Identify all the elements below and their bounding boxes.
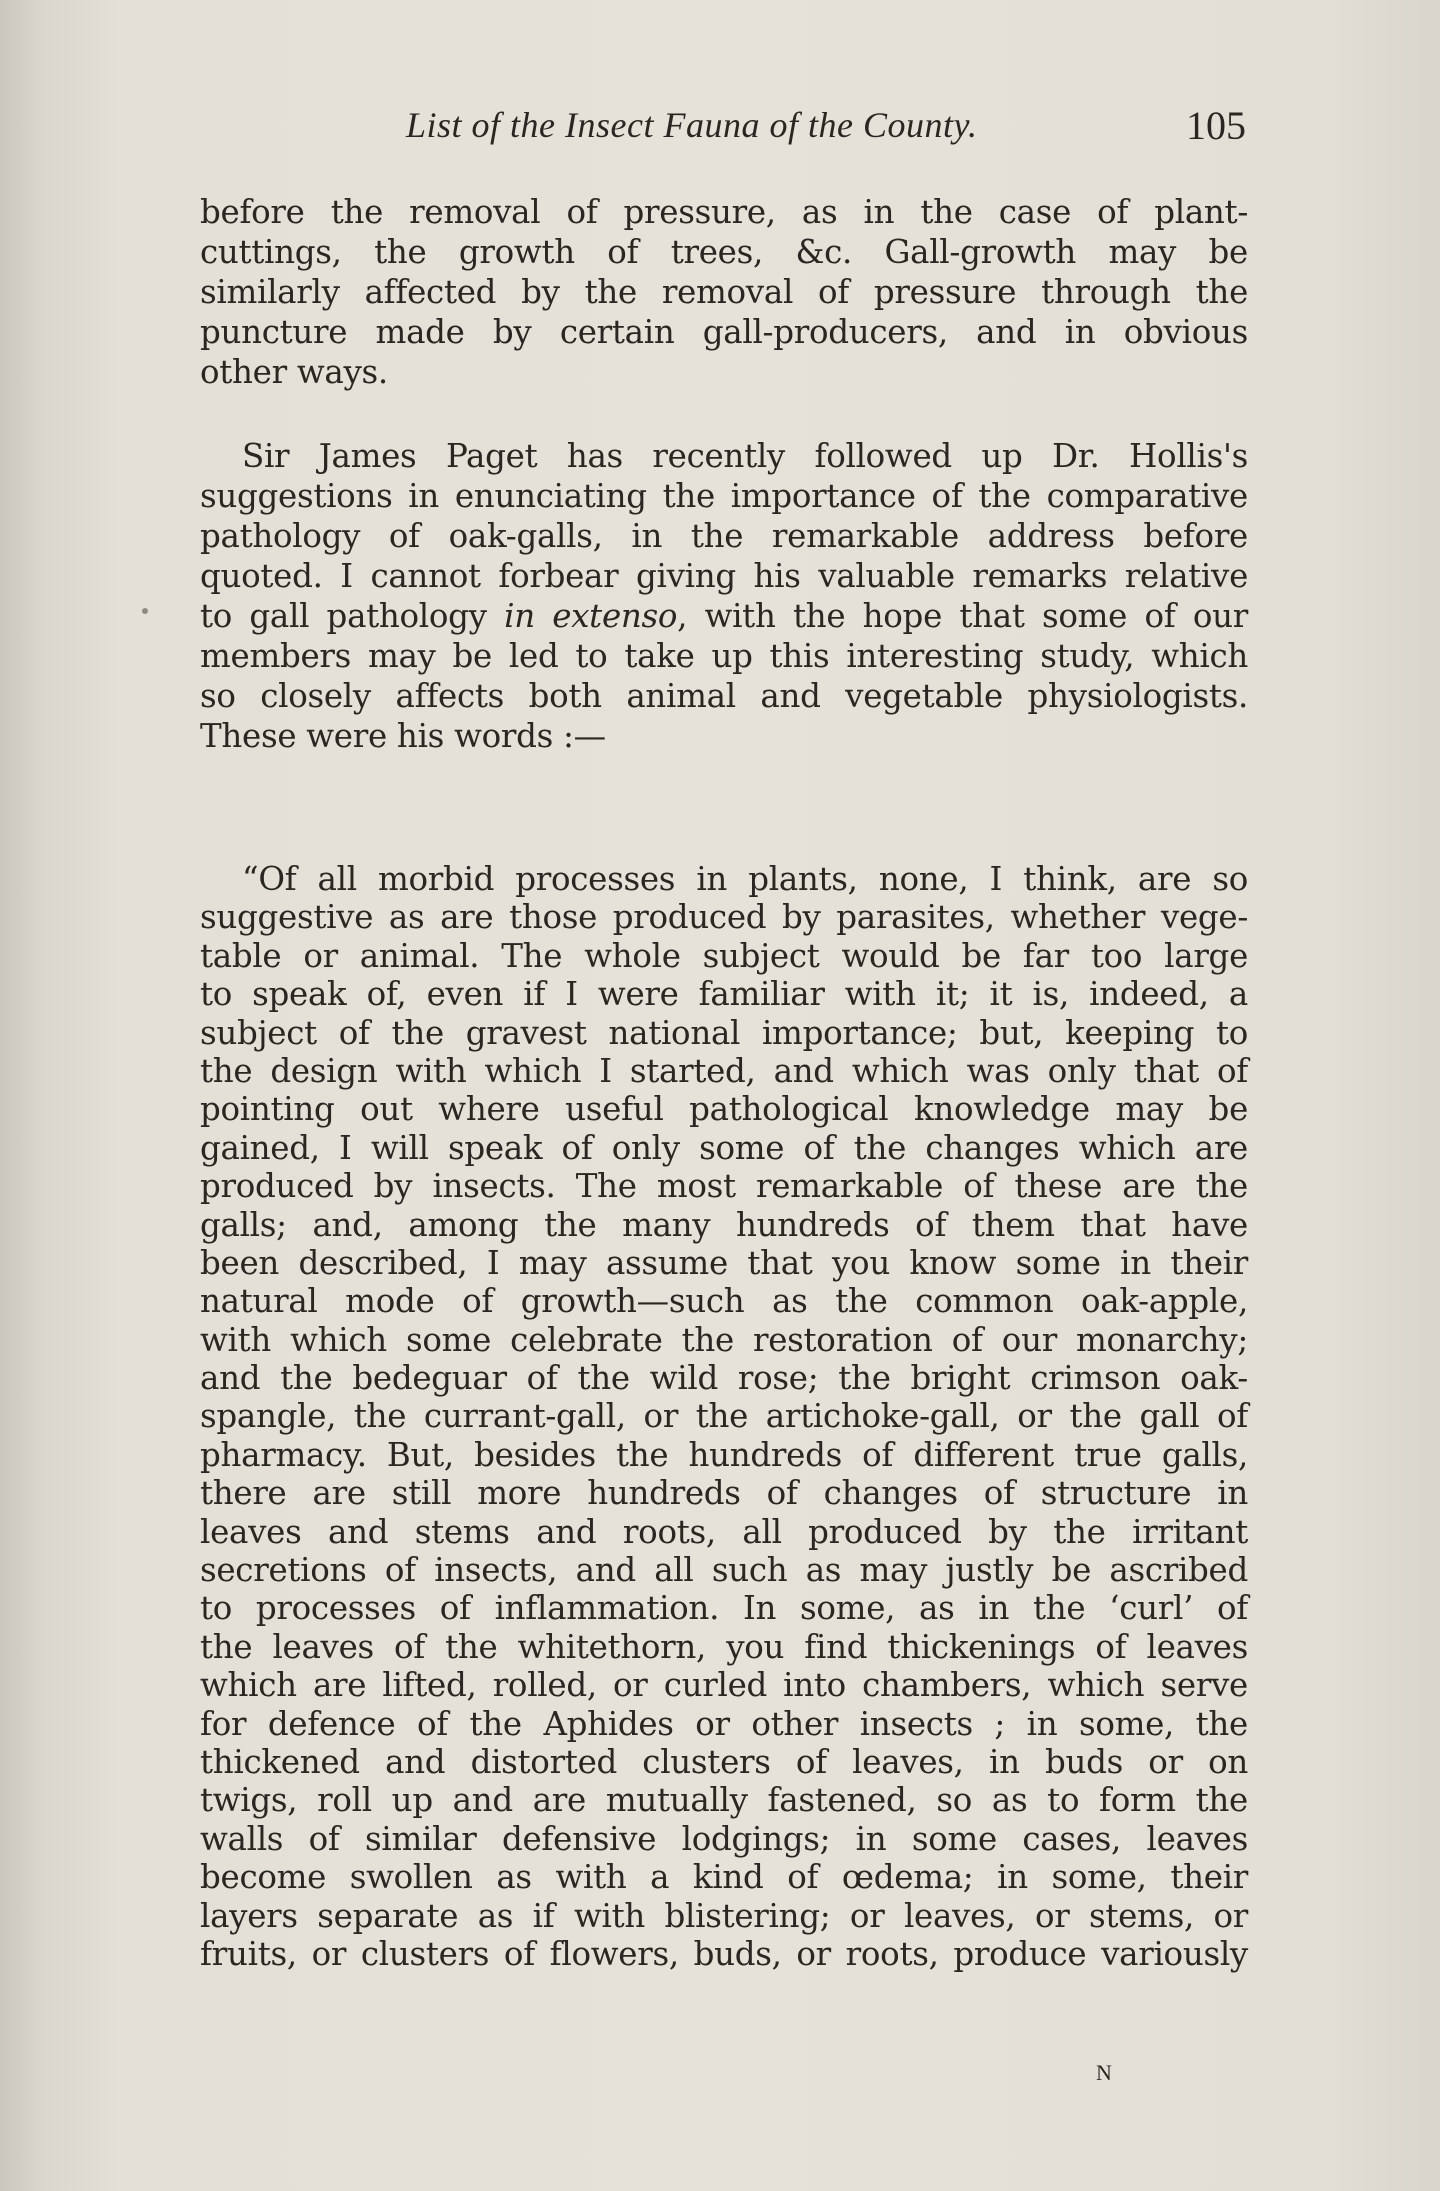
text-line: similarly affected by the removal of pressure through the: [200, 273, 1248, 311]
text-line: pharmacy. But, besides the hundreds of different true galls,: [200, 1435, 1248, 1474]
text-line: Sir James Paget has recently followed up Dr. Hollis's: [242, 437, 1248, 475]
text-line: been described, I may assume that you know some in their: [200, 1243, 1248, 1282]
page-number: 105: [1186, 103, 1246, 148]
text-line: which are lifted, rolled, or curled into chambers, which serve: [200, 1666, 1248, 1705]
paragraph-1: [200, 192, 1248, 392]
text-line: fruits, or clusters of flowers, buds, or roots, produce variously: [200, 1934, 1248, 1973]
text-line: pointing out where useful pathological knowledge may be: [200, 1090, 1248, 1129]
text-line: These were his words :—: [200, 717, 606, 755]
quotation-paragraph: [200, 860, 1248, 1973]
text-line: other ways.: [200, 353, 388, 391]
page-header: [0, 104, 1440, 154]
text-line: the design with which I started, and which was only that of: [200, 1051, 1248, 1090]
text-segment: , with the hope that some of our: [677, 597, 1248, 635]
text-line: cuttings, the growth of trees, &c. Gall-growth may be: [200, 233, 1248, 271]
text-line: to processes of inflammation. In some, as in the ‘curl’ of: [200, 1589, 1248, 1628]
text-line-with-italic: [200, 596, 1248, 636]
text-line: subject of the gravest national importance; but, keeping to: [200, 1013, 1248, 1052]
text-line: gained, I will speak of only some of the changes which are: [200, 1128, 1248, 1167]
text-line: spangle, the currant-gall, or the artichoke-gall, or the gall of: [200, 1397, 1248, 1436]
text-line: before the removal of pressure, as in the case of plant-: [200, 193, 1248, 231]
text-line: for defence of the Aphides or other insects ; in some, the: [200, 1704, 1248, 1743]
signature-mark: N: [1096, 2060, 1113, 2085]
text-line: galls; and, among the many hundreds of them that have: [200, 1205, 1248, 1244]
margin-speck: [142, 608, 148, 614]
text-line: suggestive as are those produced by parasites, whether vege-: [200, 898, 1248, 937]
text-line: thickened and distorted clusters of leaves, in buds or on: [200, 1742, 1248, 1781]
text-line: secretions of insects, and all such as may justly be ascribed: [200, 1551, 1248, 1590]
text-line: puncture made by certain gall-producers, and in obvious: [200, 313, 1248, 351]
italic-phrase: in extenso: [504, 597, 678, 635]
text-line: suggestions in enunciating the importance of the comparative: [200, 477, 1248, 515]
text-line: natural mode of growth—such as the common oak-apple,: [200, 1282, 1248, 1321]
text-line: so closely affects both animal and vegetable physiologists.: [200, 677, 1248, 715]
text-line: twigs, roll up and are mutually fastened, so as to form the: [200, 1781, 1248, 1820]
text-line: leaves and stems and roots, all produced by the irritant: [200, 1512, 1248, 1551]
text-line: “Of all morbid processes in plants, none, I think, are so: [242, 860, 1248, 898]
text-line: the leaves of the whitethorn, you find thickenings of leaves: [200, 1627, 1248, 1666]
text-line: quoted. I cannot forbear giving his valuable remarks relative: [200, 557, 1248, 595]
paragraph-2: [200, 436, 1248, 756]
text-line: become swollen as with a kind of œdema; in some, their: [200, 1858, 1248, 1897]
text-line: table or animal. The whole subject would be far too large: [200, 936, 1248, 975]
text-line: layers separate as if with blistering; or leaves, or stems, or: [200, 1896, 1248, 1935]
text-line: with which some celebrate the restoration of our monarchy;: [200, 1320, 1248, 1359]
text-line: walls of similar defensive lodgings; in some cases, leaves: [200, 1819, 1248, 1858]
text-line: and the bedeguar of the wild rose; the bright crimson oak-: [200, 1359, 1248, 1398]
text-line: pathology of oak-galls, in the remarkable address before: [200, 517, 1248, 555]
text-segment: to gall pathology: [200, 597, 505, 635]
text-line: there are still more hundreds of changes of structure in: [200, 1474, 1248, 1513]
running-title: List of the Insect Fauna of the County.: [406, 105, 978, 145]
text-line: members may be led to take up this interesting study, which: [200, 637, 1248, 675]
text-line: to speak of, even if I were familiar with it; it is, indeed, a: [200, 975, 1248, 1014]
text-line: produced by insects. The most remarkable of these are the: [200, 1167, 1248, 1206]
